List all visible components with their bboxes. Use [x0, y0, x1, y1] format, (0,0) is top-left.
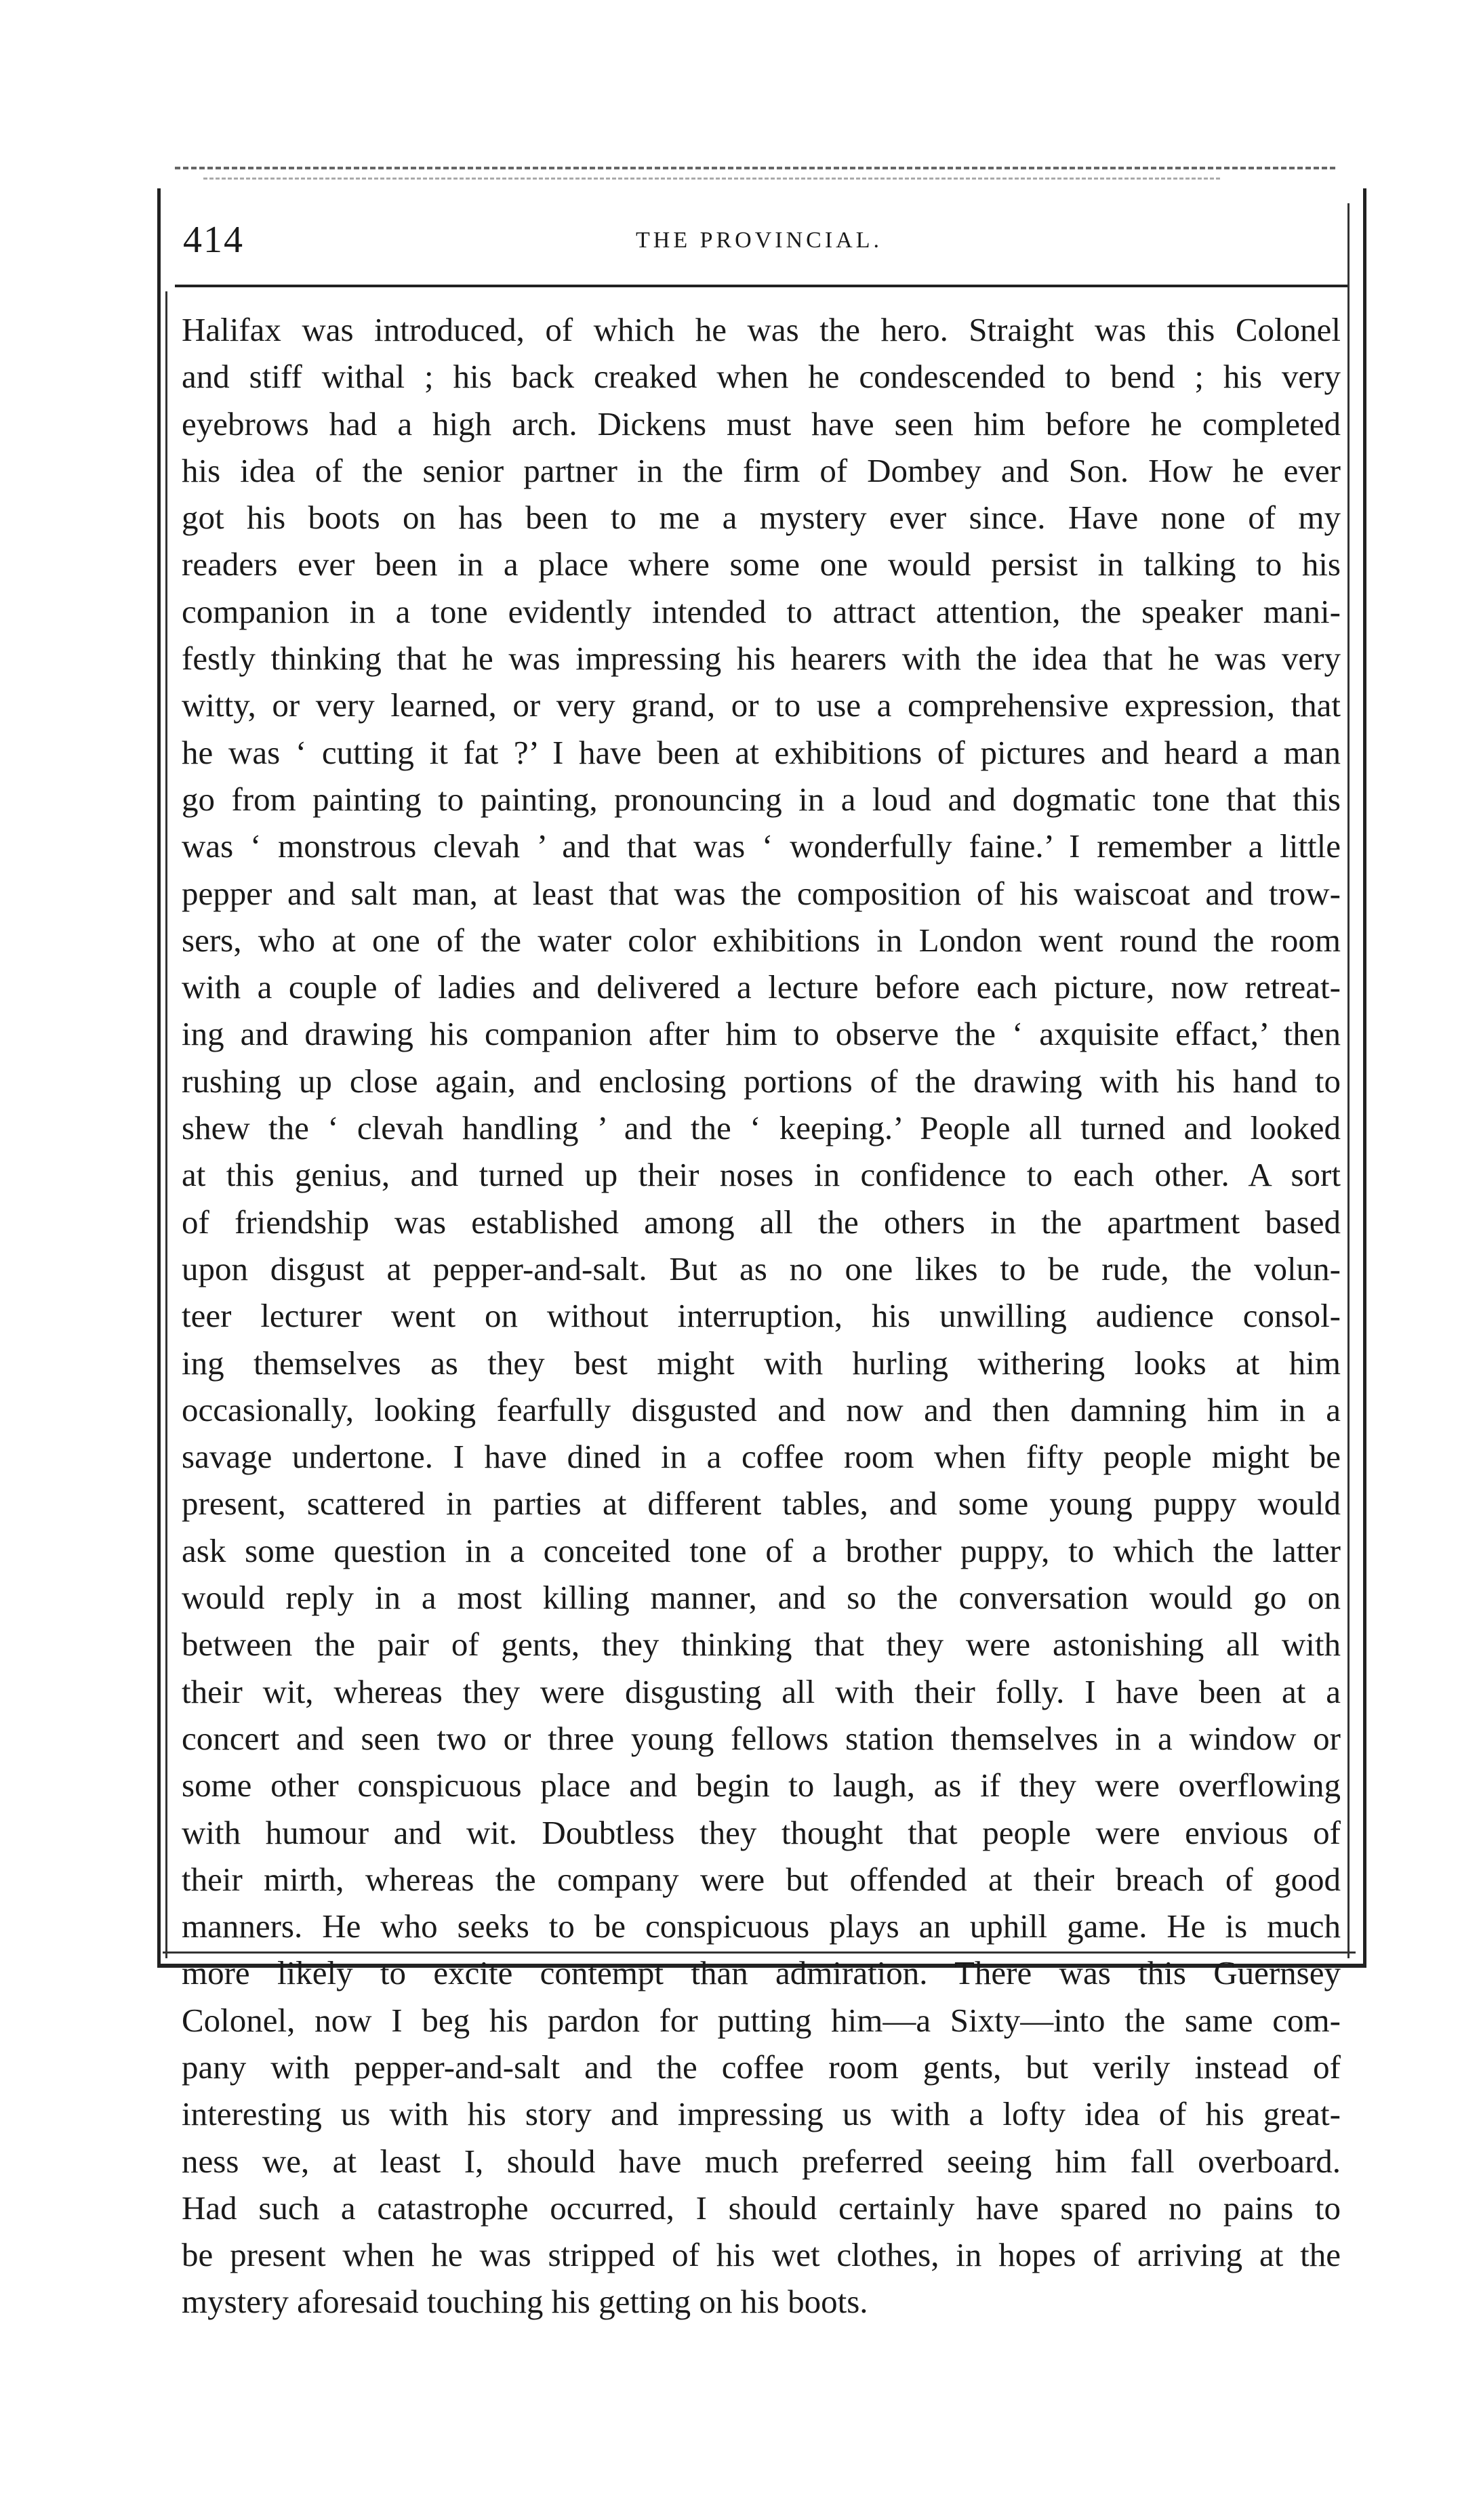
- text-line: some other conspicuous place and begin to laugh, as if they were overflowing: [182, 1767, 1341, 1804]
- running-title: THE PROVINCIAL.: [636, 228, 882, 253]
- text-line: with a couple of ladies and delivered a lecture before each picture, now retreat-: [182, 968, 1341, 1006]
- text-line: pepper and salt man, at least that was the composition of his waiscoat and trow-: [182, 874, 1341, 912]
- text-line: Colonel, now I beg his pardon for putting him—a Sixty—into the same com-: [182, 2001, 1341, 2039]
- text-line: was ‘ monstrous clevah ’ and that was ‘ wonderfully faine.’ I remember a little: [182, 827, 1341, 865]
- text-line: occasionally, looking fearfully disgusted and now and then damning him in a: [182, 1390, 1341, 1428]
- text-line: ness we, at least I, should have much preferred seeing him fall overboard.: [182, 2142, 1341, 2180]
- text-line: mystery aforesaid touching his getting on his boots.: [182, 2283, 868, 2321]
- text-line: their mirth, whereas the company were but offended at their breach of good: [182, 1860, 1341, 1898]
- text-line: Halifax was introduced, of which he was the hero. Straight was this Colonel: [182, 311, 1341, 348]
- text-line: ask some question in a conceited tone of a brother puppy, to which the latter: [182, 1531, 1341, 1569]
- text-line: festly thinking that he was impressing his hearers with the idea that he was very: [182, 640, 1341, 678]
- text-line: he was ‘ cutting it fat ?’ I have been at exhibitions of pictures and heard a man: [182, 733, 1341, 771]
- text-line: their wit, whereas they were disgusting all with their folly. I have been at a: [182, 1672, 1341, 1710]
- text-line: would reply in a most killing manner, and so the conversation would go on: [182, 1579, 1341, 1617]
- page-border-inner-right: [1347, 203, 1350, 1958]
- text-line: ing themselves as they best might with hurling withering looks at him: [182, 1344, 1341, 1382]
- text-line: more likely to excite contempt than admiration. There was this Guernsey: [182, 1954, 1341, 1992]
- text-line: interesting us with his story and impressing us with a lofty idea of his great-: [182, 2095, 1341, 2133]
- text-line: and stiff withal ; his back creaked when he condescended to bend ; his very: [182, 358, 1341, 396]
- text-line: savage undertone. I have dined in a coffee room when fifty people might be: [182, 1438, 1341, 1476]
- body-text: [182, 306, 1341, 2326]
- text-line: readers ever been in a place where some one would persist in talking to his: [182, 545, 1341, 583]
- text-line: companion in a tone evidently intended to attract attention, the speaker mani-: [182, 592, 1341, 630]
- text-line: shew the ‘ clevah handling ’ and the ‘ keeping.’ People all turned and looked: [182, 1109, 1341, 1147]
- text-line: pany with pepper-and-salt and the coffee room gents, but verily instead of: [182, 2048, 1341, 2086]
- text-line: ing and drawing his companion after him to observe the ‘ axquisite effact,’ then: [182, 1015, 1341, 1053]
- top-ornamental-rule-secondary: [203, 178, 1220, 180]
- text-line: upon disgust at pepper-and-salt. But as no one likes to be rude, the volun-: [182, 1249, 1341, 1287]
- text-line: rushing up close again, and enclosing portions of the drawing with his hand to: [182, 1062, 1341, 1100]
- text-line: manners. He who seeks to be conspicuous plays an uphill game. He is much: [182, 1907, 1341, 1945]
- text-line: at this genius, and turned up their noses in confidence to each other. A sort: [182, 1156, 1341, 1194]
- text-line: present, scattered in parties at different tables, and some young puppy would: [182, 1485, 1341, 1523]
- page-border-inner-left: [165, 291, 167, 1958]
- text-line: eyebrows had a high arch. Dickens must have seen him before he completed: [182, 405, 1341, 442]
- text-line: got his boots on has been to me a mystery ever since. Have none of my: [182, 499, 1341, 537]
- header-rule: [175, 285, 1347, 287]
- text-line: his idea of the senior partner in the firm of Dombey and Son. How he ever: [182, 451, 1341, 489]
- text-line: between the pair of gents, they thinking that they were astonishing all with: [182, 1626, 1341, 1664]
- text-line: be present when he was stripped of his wet clothes, in hopes of arriving at the: [182, 2236, 1341, 2274]
- text-line: concert and seen two or three young fellows station themselves in a window or: [182, 1719, 1341, 1757]
- text-line: teer lecturer went on without interruption, his unwilling audience consol-: [182, 1297, 1341, 1335]
- page-header: [183, 218, 1335, 266]
- top-ornamental-rule: [175, 167, 1335, 169]
- text-line: with humour and wit. Doubtless they thought that people were envious of: [182, 1813, 1341, 1851]
- text-line: witty, or very learned, or very grand, or to use a comprehensive expression, that: [182, 686, 1341, 724]
- text-line: Had such a catastrophe occurred, I should certainly have spared no pains to: [182, 2189, 1341, 2227]
- page-number: 414: [183, 219, 244, 261]
- text-line: of friendship was established among all the others in the apartment based: [182, 1203, 1341, 1241]
- text-line: go from painting to painting, pronouncing in a loud and dogmatic tone that this: [182, 780, 1341, 818]
- text-line: sers, who at one of the water color exhibitions in London went round the room: [182, 921, 1341, 959]
